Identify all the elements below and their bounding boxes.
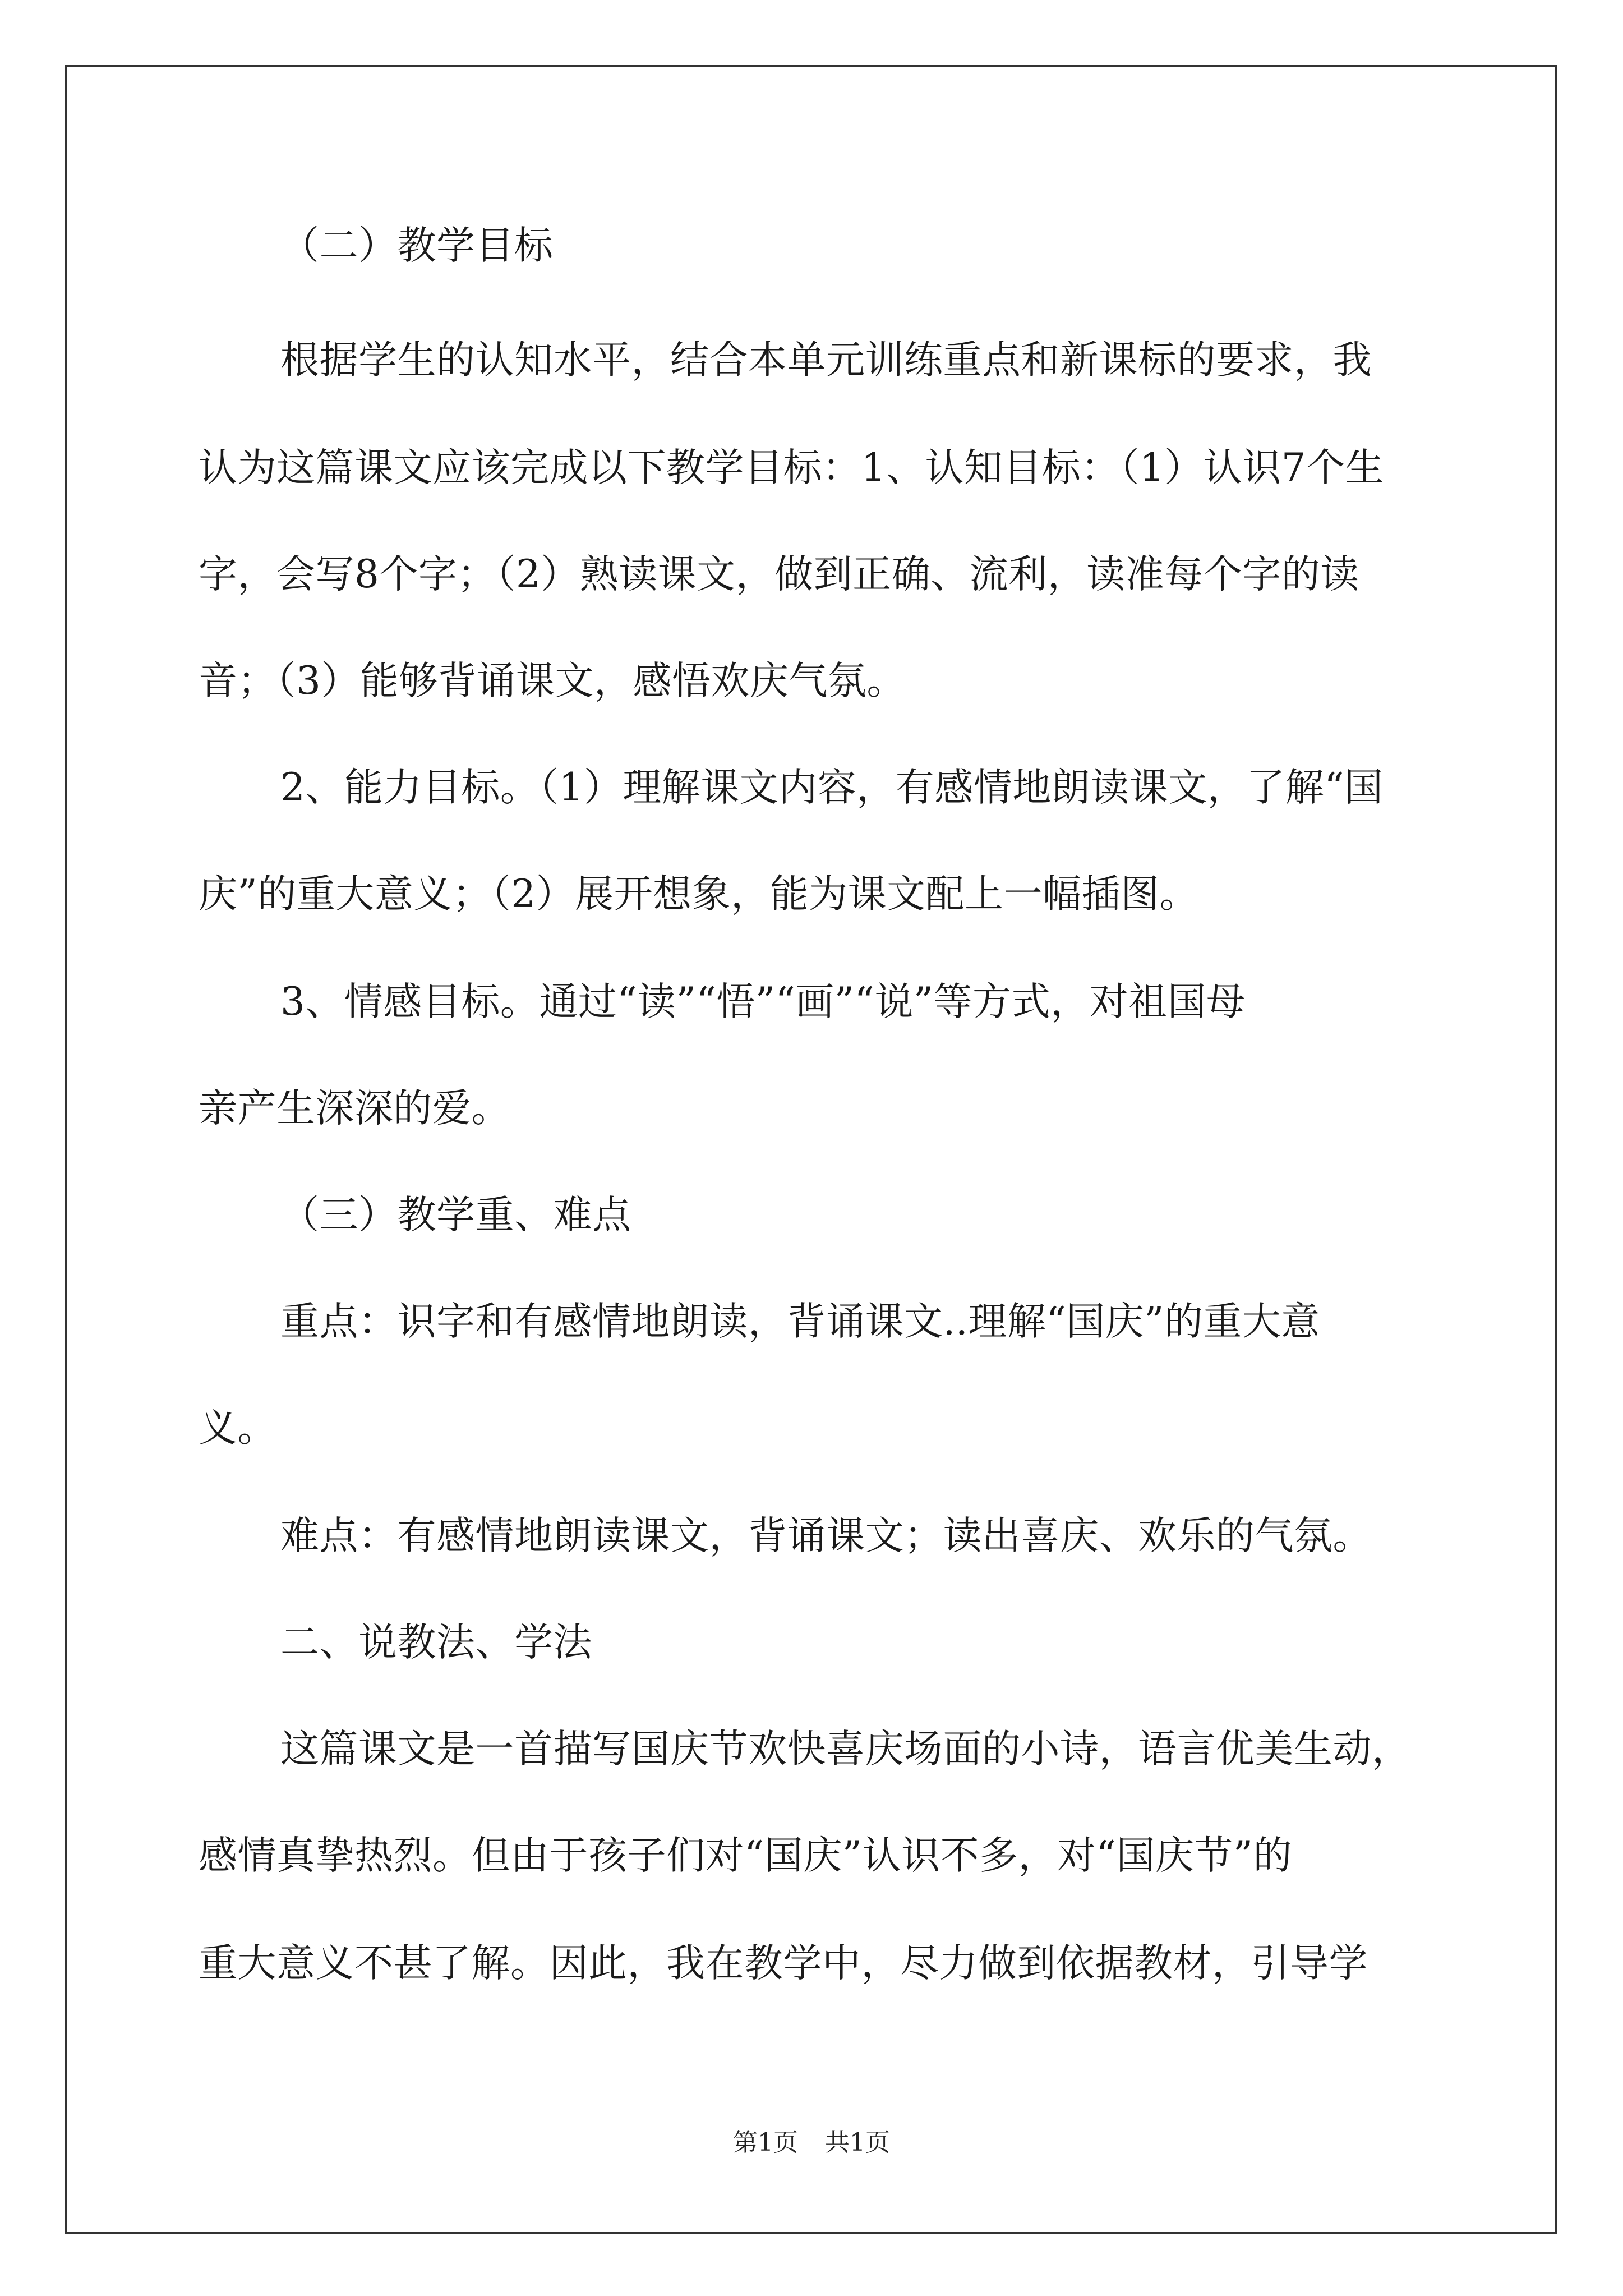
paragraph-line: 亲产生深深的爱。 <box>199 1086 510 1131</box>
paragraph-line: 字，会写8个字；（2）熟读课文，做到正确、流利，读准每个字的读 <box>199 552 1359 597</box>
paragraph-line: 义。 <box>199 1406 276 1451</box>
paragraph-line: 3、情感目标。通过“读”“悟”“画”“说”等方式，对祖国母 <box>280 979 1246 1024</box>
paragraph-line: 重大意义不甚了解。因此，我在教学中，尽力做到依据教材，引导学 <box>199 1941 1368 1986</box>
heading-teaching-methods: 二、说教法、学法 <box>280 1620 592 1665</box>
heading-key-difficult-points: （三）教学重、难点 <box>280 1193 631 1237</box>
page-number-current: 第1页 <box>733 2128 798 2157</box>
page-border <box>65 65 1557 2234</box>
paragraph-line: 感情真挚热烈。但由于孩子们对“国庆”认识不多，对“国庆节”的 <box>199 1833 1293 1878</box>
paragraph-line: 庆”的重大意义；（2）展开想象，能为课文配上一幅插图。 <box>199 872 1199 917</box>
paragraph-line: 难点：有感情地朗读课文，背诵课文；读出喜庆、欢乐的气氛。 <box>280 1513 1372 1558</box>
page-footer <box>0 2128 1623 2157</box>
page-number-total: 共1页 <box>825 2128 890 2157</box>
paragraph-line: 根据学生的认知水平，结合本单元训练重点和新课标的要求，我 <box>280 338 1372 383</box>
heading-teaching-goals: （二）教学目标 <box>280 223 554 268</box>
paragraph-line: 重点：识字和有感情地朗读，背诵课文..理解“国庆”的重大意 <box>280 1299 1320 1344</box>
paragraph-line: 音；（3）能够背诵课文，感悟欢庆气氛。 <box>199 659 906 703</box>
paragraph-line: 这篇课文是一首描写国庆节欢快喜庆场面的小诗，语言优美生动， <box>280 1727 1411 1772</box>
paragraph-line: 认为这篇课文应该完成以下教学目标：1、认知目标：（1）认识7个生 <box>199 445 1385 490</box>
paragraph-line: 2、能力目标。（1）理解课文内容，有感情地朗读课文，了解“国 <box>280 765 1384 810</box>
